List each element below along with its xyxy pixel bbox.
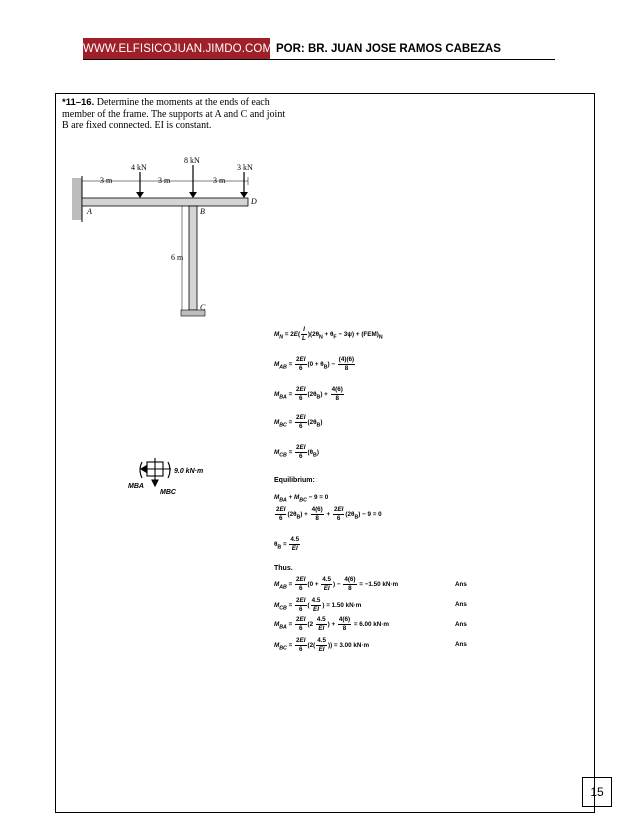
result-mbc: $M_{BC}$ = $\frac{2EI}{6}$ (2( $\frac{4.5}{EI}$ )) = 3.00 kN·m	[274, 637, 370, 653]
eq-mab: $M_{AB}$ = $\frac{2EI}{6}$ $(0 + \theta_B)$ − $\frac{(4)(6)}{8}$	[274, 356, 355, 372]
general-equation: $M_N = 2E$( $\frac{I}{L}$ )$(2\theta_N + \theta_F - 3\psi) + (FEM)_N$	[274, 326, 383, 342]
ans-mcb: Ans	[455, 601, 467, 608]
result-mba: $M_{BA}$ = $\frac{2EI}{6}$ (2 $\frac{4.5}{EI}$ ) + $\frac{4(6)}{8}$ = 6.00 kN·m	[274, 616, 390, 632]
fixed-support-A	[72, 178, 82, 220]
equilibrium-eq: $M_{BA} + M_{BC} - 9 = 0$	[274, 494, 329, 504]
point-A: A	[87, 207, 92, 216]
thus-label: Thus.	[274, 565, 293, 572]
height-label: 6 m	[171, 253, 184, 262]
load-label-1: 4 kN	[131, 163, 147, 172]
problem-number: *11–16.	[62, 97, 95, 108]
span-label-1: 3 m	[100, 176, 113, 185]
ans-mbc: Ans	[455, 641, 467, 648]
load-label-2: 8 kN	[184, 156, 200, 165]
ans-mba: Ans	[455, 621, 467, 628]
beam-ABD	[82, 198, 248, 206]
eq-mcb: $M_{CB}$ = $\frac{2EI}{6}$ $(\theta_B)$	[274, 444, 319, 460]
equilibrium-expanded: $\frac{2EI}{6}$ $(2\theta_B)$ + $\frac{4(6)}{8}$ + $\frac{2EI}{6}$ $(2\theta_B) - 9 = 0$	[276, 506, 382, 522]
column-BC	[189, 206, 197, 310]
equilibrium-title: Equilibrium:	[274, 477, 315, 484]
fbd-label-mbc: MBC	[160, 489, 176, 496]
theta-result: $\theta_B$ = $\frac{4.5}{EI}$	[274, 536, 300, 552]
page-number: 15	[582, 777, 612, 807]
problem-text: Determine the moments at the ends of each member of the frame. The supports at A and C and joint B are fixed connected. EI is constant.	[62, 97, 286, 131]
ans-mab: Ans	[455, 581, 467, 588]
fbd-label-mba: MBA	[128, 483, 144, 490]
span-label-2: 3 m	[158, 176, 171, 185]
span-label-3: 3 m	[213, 176, 226, 185]
load-label-3: 3 kN	[237, 163, 253, 172]
author-heading: POR: BR. JUAN JOSE RAMOS CABEZAS	[276, 43, 501, 55]
website-banner: WWW.ELFISICOJUAN.JIMDO.COM	[83, 38, 270, 60]
point-B: B	[200, 207, 205, 216]
eq-mbc: $M_{BC}$ = $\frac{2EI}{6}$ $(2\theta_B)$	[274, 414, 323, 430]
point-D: D	[251, 197, 257, 206]
fbd-moment: 9.0 kN·m	[174, 468, 204, 475]
joint-fbd	[140, 458, 171, 486]
eq-mba: $M_{BA}$ = $\frac{2EI}{6}$ $(2\theta_B)$ + $\frac{4(6)}{8}$	[274, 386, 343, 402]
result-mab: $M_{AB}$ = $\frac{2EI}{6}$ (0 + $\frac{4.5}{EI}$ ) − $\frac{4(6)}{8}$ = −1.50 kN·m	[274, 576, 399, 592]
result-mcb: $M_{CB}$ = $\frac{2EI}{6}$ ( $\frac{4.5}{EI}$ ) = 1.50 kN·m	[274, 597, 362, 613]
point-C: C	[200, 303, 206, 312]
